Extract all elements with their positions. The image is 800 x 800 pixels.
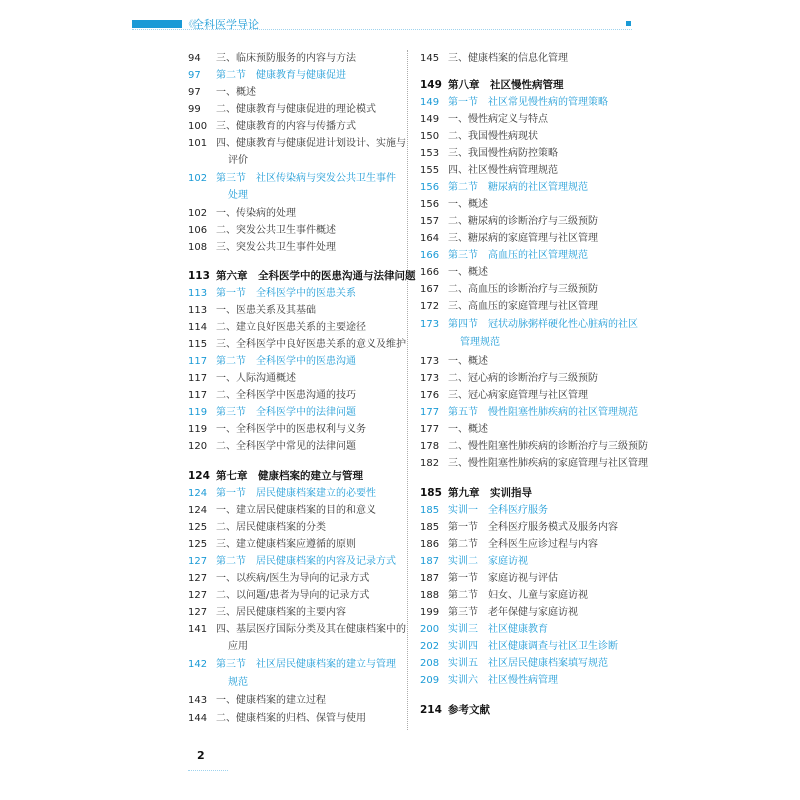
toc-entry-title: 应用 — [228, 641, 248, 652]
toc-page-number: 124 — [188, 488, 208, 499]
toc-entry-title: 二、全科医学中常见的法律问题 — [216, 441, 356, 452]
toc-page-number: 166 — [420, 267, 440, 278]
toc-entry-title: 二、健康档案的归档、保管与使用 — [216, 713, 366, 724]
toc-page-number: 187 — [420, 556, 440, 567]
toc-page-number: 127 — [188, 556, 208, 567]
toc-page-number: 100 — [188, 121, 208, 132]
toc-page-number: 176 — [420, 390, 440, 401]
toc-page-number: 125 — [188, 522, 208, 533]
toc-page-number: 127 — [188, 590, 208, 601]
footer-divider — [188, 770, 228, 771]
toc-page-number: 119 — [188, 407, 208, 418]
toc-entry-title: 三、居民健康档案的主要内容 — [216, 607, 346, 618]
toc-page-number: 142 — [188, 659, 208, 670]
toc-entry-title: 二、突发公共卫生事件概述 — [216, 225, 336, 236]
toc-page-number: 117 — [188, 390, 208, 401]
toc-page-number: 177 — [420, 407, 440, 418]
toc-entry-title: 第二节 全科医生应诊过程与内容 — [448, 539, 598, 550]
toc-page-number: 156 — [420, 182, 440, 193]
toc-entry-title: 第一节 社区常见慢性病的管理策略 — [448, 97, 608, 108]
toc-page-number: 124 — [188, 505, 208, 516]
toc-page-number: 209 — [420, 675, 440, 686]
toc-entry-title: 第五节 慢性阻塞性肺疾病的社区管理规范 — [448, 407, 638, 418]
toc-page-number: 173 — [420, 319, 440, 330]
toc-page-number: 113 — [188, 305, 208, 316]
toc-page-number: 102 — [188, 173, 208, 184]
toc-page-number: 114 — [188, 322, 208, 333]
toc-page-number: 199 — [420, 607, 440, 618]
toc-entry-title: 二、我国慢性病现状 — [448, 131, 538, 142]
toc-entry-title: 第三节 老年保健与家庭访视 — [448, 607, 578, 618]
toc-page-number: 117 — [188, 356, 208, 367]
toc-entry-title: 第二节 妇女、儿童与家庭访视 — [448, 590, 588, 601]
toc-page-number: 157 — [420, 216, 440, 227]
toc-page-number: 167 — [420, 284, 440, 295]
toc-entry-title: 三、临床预防服务的内容与方法 — [216, 53, 356, 64]
header-square-icon — [626, 21, 631, 26]
toc-entry-title: 二、高血压的诊断治疗与三级预防 — [448, 284, 598, 295]
toc-entry-title: 二、全科医学中医患沟通的技巧 — [216, 390, 356, 401]
toc-page-number: 124 — [188, 470, 210, 482]
toc-page-number: 149 — [420, 79, 442, 91]
toc-entry-title: 四、社区慢性病管理规范 — [448, 165, 558, 176]
toc-page-number: 113 — [188, 270, 210, 282]
toc-page-number: 177 — [420, 424, 440, 435]
toc-entry-title: 二、居民健康档案的分类 — [216, 522, 326, 533]
toc-entry-title: 二、慢性阻塞性肺疾病的诊断治疗与三级预防 — [448, 441, 648, 452]
toc-entry-title: 一、概述 — [448, 356, 488, 367]
toc-page-number: 144 — [188, 713, 208, 724]
toc-page-number: 185 — [420, 505, 440, 516]
toc-entry-title: 四、基层医疗国际分类及其在健康档案中的 — [216, 624, 406, 635]
toc-page-number: 119 — [188, 424, 208, 435]
toc-entry-title: 二、以问题/患者为导向的记录方式 — [216, 590, 370, 601]
toc-entry-title: 二、糖尿病的诊断治疗与三级预防 — [448, 216, 598, 227]
toc-entry-title: 四、健康教育与健康促进计划设计、实施与 — [216, 138, 406, 149]
toc-page-number: 127 — [188, 573, 208, 584]
toc-entry-title: 第二节 居民健康档案的内容及记录方式 — [216, 556, 396, 567]
toc-entry-title: 第九章 实训指导 — [448, 487, 532, 499]
toc-page-number: 187 — [420, 573, 440, 584]
toc-page-number: 125 — [188, 539, 208, 550]
toc-page-number: 178 — [420, 441, 440, 452]
toc-entry-title: 一、概述 — [216, 87, 256, 98]
toc-page-number: 202 — [420, 641, 440, 652]
toc-entry-title: 二、建立良好医患关系的主要途径 — [216, 322, 366, 333]
toc-entry-title: 实训二 家庭访视 — [448, 556, 528, 567]
toc-entry-title: 一、概述 — [448, 199, 488, 210]
toc-entry-title: 三、健康档案的信息化管理 — [448, 53, 568, 64]
toc-page-number: 200 — [420, 624, 440, 635]
toc-page-number: 164 — [420, 233, 440, 244]
toc-entry-title: 第一节 家庭访视与评估 — [448, 573, 558, 584]
toc-entry-title: 三、糖尿病的家庭管理与社区管理 — [448, 233, 598, 244]
toc-page-number: 94 — [188, 53, 201, 64]
toc-entry-title: 第二节 糖尿病的社区管理规范 — [448, 182, 588, 193]
toc-page-number: 143 — [188, 695, 208, 706]
toc-entry-title: 一、概述 — [448, 424, 488, 435]
toc-entry-title: 参考文献 — [448, 704, 490, 716]
toc-page-number: 115 — [188, 339, 208, 350]
toc-page-number: 101 — [188, 138, 208, 149]
toc-page-number: 102 — [188, 208, 208, 219]
toc-entry-title: 三、高血压的家庭管理与社区管理 — [448, 301, 598, 312]
toc-entry-title: 实训三 社区健康教育 — [448, 624, 548, 635]
toc-page-number: 182 — [420, 458, 440, 469]
toc-entry-title: 三、冠心病家庭管理与社区管理 — [448, 390, 588, 401]
toc-entry-title: 第三节 全科医学中的法律问题 — [216, 407, 356, 418]
toc-page-number: 166 — [420, 250, 440, 261]
page-number: 2 — [197, 749, 205, 762]
toc-entry-title: 一、慢性病定义与特点 — [448, 114, 548, 125]
toc-page-number: 173 — [420, 373, 440, 384]
toc-entry-title: 实训六 社区慢性病管理 — [448, 675, 558, 686]
header-accent-bar — [132, 20, 182, 28]
toc-page-number: 186 — [420, 539, 440, 550]
toc-entry-title: 三、建立健康档案应遵循的原则 — [216, 539, 356, 550]
toc-page-number: 108 — [188, 242, 208, 253]
toc-entry-title: 第二节 全科医学中的医患沟通 — [216, 356, 356, 367]
toc-page-number: 208 — [420, 658, 440, 669]
toc-entry-title: 一、医患关系及其基础 — [216, 305, 316, 316]
toc-page-number: 173 — [420, 356, 440, 367]
toc-entry-title: 实训四 社区健康调查与社区卫生诊断 — [448, 641, 618, 652]
header-divider — [132, 29, 632, 30]
toc-entry-title: 第三节 社区传染病与突发公共卫生事件 — [216, 173, 396, 184]
toc-page-number: 185 — [420, 487, 442, 499]
toc-entry-title: 一、建立居民健康档案的目的和意义 — [216, 505, 376, 516]
toc-entry-title: 管理规范 — [460, 337, 500, 348]
column-divider — [407, 50, 408, 730]
toc-page-number: 172 — [420, 301, 440, 312]
toc-page-number: 106 — [188, 225, 208, 236]
toc-entry-title: 第一节 全科医疗服务模式及服务内容 — [448, 522, 618, 533]
toc-entry-title: 第八章 社区慢性病管理 — [448, 79, 564, 91]
toc-entry-title: 一、人际沟通概述 — [216, 373, 296, 384]
toc-page-number: 188 — [420, 590, 440, 601]
toc-page-number: 97 — [188, 87, 201, 98]
toc-entry-title: 一、以疾病/医生为导向的记录方式 — [216, 573, 370, 584]
toc-entry-title: 三、慢性阻塞性肺疾病的家庭管理与社区管理 — [448, 458, 648, 469]
toc-page-number: 120 — [188, 441, 208, 452]
toc-page-number: 153 — [420, 148, 440, 159]
toc-entry-title: 三、健康教育的内容与传播方式 — [216, 121, 356, 132]
toc-page-number: 117 — [188, 373, 208, 384]
toc-page-number: 141 — [188, 624, 208, 635]
toc-page-number: 150 — [420, 131, 440, 142]
toc-entry-title: 一、全科医学中的医患权利与义务 — [216, 424, 366, 435]
toc-entry-title: 规范 — [228, 677, 248, 688]
toc-entry-title: 第六章 全科医学中的医患沟通与法律问题 — [216, 270, 416, 282]
toc-entry-title: 三、突发公共卫生事件处理 — [216, 242, 336, 253]
toc-entry-title: 第三节 高血压的社区管理规范 — [448, 250, 588, 261]
header-chevron-icon: 《《 — [184, 20, 196, 30]
page-header — [0, 0, 800, 40]
toc-page-number: 185 — [420, 522, 440, 533]
toc-entry-title: 二、冠心病的诊断治疗与三级预防 — [448, 373, 598, 384]
toc-page-number: 97 — [188, 70, 201, 81]
toc-entry-title: 三、全科医学中良好医患关系的意义及维护 — [216, 339, 406, 350]
toc-entry-title: 一、传染病的处理 — [216, 208, 296, 219]
toc-entry-title: 一、概述 — [448, 267, 488, 278]
toc-page-number: 145 — [420, 53, 440, 64]
toc-entry-title: 第二节 健康教育与健康促进 — [216, 70, 346, 81]
toc-page-number: 149 — [420, 114, 440, 125]
toc-entry-title: 第一节 居民健康档案建立的必要性 — [216, 488, 376, 499]
toc-entry-title: 处理 — [228, 190, 248, 201]
toc-entry-title: 三、我国慢性病防控策略 — [448, 148, 558, 159]
toc-entry-title: 第三节 社区居民健康档案的建立与管理 — [216, 659, 396, 670]
toc-page-number: 214 — [420, 704, 442, 716]
toc-entry-title: 第一节 全科医学中的医患关系 — [216, 288, 356, 299]
toc-entry-title: 二、健康教育与健康促进的理论模式 — [216, 104, 376, 115]
toc-page-number: 156 — [420, 199, 440, 210]
toc-page-number: 127 — [188, 607, 208, 618]
toc-entry-title: 评价 — [228, 155, 248, 166]
toc-entry-title: 一、健康档案的建立过程 — [216, 695, 326, 706]
toc-page-number: 99 — [188, 104, 201, 115]
toc-entry-title: 实训五 社区居民健康档案填写规范 — [448, 658, 608, 669]
toc-entry-title: 第七章 健康档案的建立与管理 — [216, 470, 363, 482]
toc-page-number: 149 — [420, 97, 440, 108]
toc-entry-title: 第四节 冠状动脉粥样硬化性心脏病的社区 — [448, 319, 638, 330]
toc-page-number: 155 — [420, 165, 440, 176]
toc-page-number: 113 — [188, 288, 208, 299]
toc-entry-title: 实训一 全科医疗服务 — [448, 505, 548, 516]
header-book-title: 全科医学导论 — [193, 18, 259, 31]
